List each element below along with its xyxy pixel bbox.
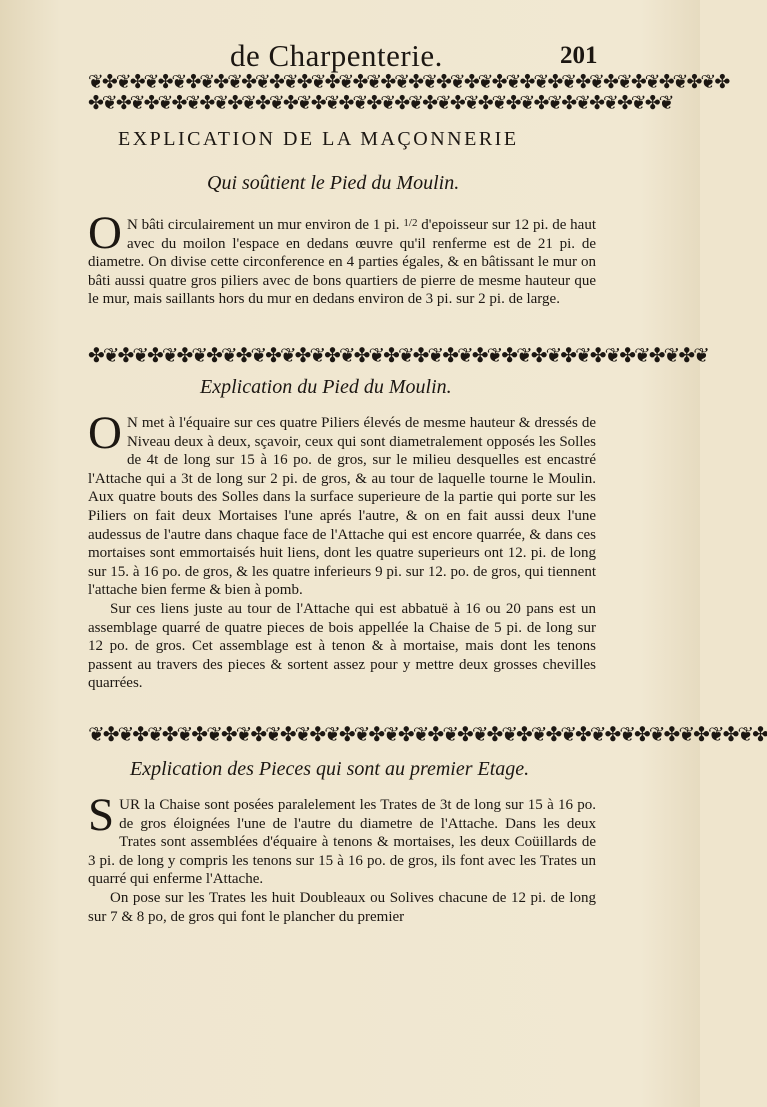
subheading-pied-du-moulin: Qui soûtient le Pied du Moulin. (207, 172, 460, 194)
drop-cap: O (88, 407, 122, 459)
text-segment: N bâti circulairement un mur environ de 1 pi. (126, 217, 404, 233)
headpiece-ornament (88, 71, 729, 120)
ornament-rule: ✤❦✤❦✤❦✤❦✤❦✤❦✤❦✤❦✤❦✤❦✤❦✤❦✤❦✤❦✤❦✤❦✤❦✤❦✤❦✤❦✤❦ (88, 343, 708, 367)
text-segment: UR la Chaise sont posées paralelement les Trates de 3t de long sur 15 à 16 po. de gros éloignées l'une de l'autre du diametre de l'Attache. Dans les deux Trates sont assemblées d'équaire à tenons & mortaises, les deux Coüillards de 3 pi. de long y compris les tenons sur 15 à 16 po. de gros, ils font avec les Trates un quarré qui enferme l'Attache. (88, 797, 596, 888)
page-number: 201 (560, 42, 598, 69)
ornament-rule: ❦✤❦✤❦✤❦✤❦✤❦✤❦✤❦✤❦✤❦✤❦✤❦✤❦✤❦✤❦✤❦✤❦✤❦✤❦✤❦✤❦✤❦✤❦✤ (88, 722, 767, 746)
paragraph-maconnerie (88, 207, 596, 309)
fraction: 1/2 (403, 217, 418, 229)
drop-cap: O (88, 207, 122, 259)
section-heading-maconnerie: EXPLICATION DE LA MAÇONNERIE (118, 128, 519, 150)
paragraph-premier-etage (88, 789, 596, 926)
ornament-row-1: ❦✤❦✤❦✤❦✤❦✤❦✤❦✤❦✤❦✤❦✤❦✤❦✤❦✤❦✤❦✤❦✤❦✤❦✤❦✤❦✤❦✤❦✤❦✤ (88, 71, 729, 93)
text-segment: d'epoisseur sur 12 pi. de haut avec du moilon l'espace en dedans œuvre qu'il renferme est de 21 pi. de diametre. On divise cette circonference en 4 parties égales, & en bâtissant le mur on bâti aussi quatre gros piliers avec de bons quartiers de pierre de mesme hauteur que le mur, mais saillants hors du mur en dedans environ de 3 pi. sur 2 pi. de large. (88, 217, 596, 308)
drop-cap: S (88, 789, 115, 841)
ornament-row-2: ✤❦✤❦✤❦✤❦✤❦✤❦✤❦✤❦✤❦✤❦✤❦✤❦✤❦✤❦✤❦✤❦✤❦✤❦✤❦✤❦✤❦ (88, 92, 673, 114)
subheading-explication-pied: Explication du Pied du Moulin. (200, 376, 452, 398)
text-segment: N met à l'équaire sur ces quatre Piliers élevés de mesme hauteur & dressés de Niveau deux à deux, sçavoir, ceux qui sont diametralement opposés les Solles de 4t de long sur 15 à 16 po. de gros, sur le milieu desquelles est encastré l'Attache qui a 3t de long sur 2 pi. de gros, & au tour de laquelle tourne le Moulin. Aux quatre bouts des Solles dans la surface superieure de la partie qui porte sur les Piliers on fait deux Mortaises l'une aprés l'autre, & on en fait aussi deux l'une audessus de l'autre dans chaque face de l'Attache qui est encore quarrée, & dans ces mortaises sont emmortaisés huit liens, dont les quatre superieurs ont 12. pi. de long sur 15. à 16 po. de gros, & les quatre inferieurs 9 pi. sur 12. po. de gros, qui tiennent l'attache bien ferme & bien à pomb. (88, 415, 596, 599)
paragraph-doubleaux: On pose sur les Trates les huit Doubleaux ou Solives chacune de 12 pi. de long sur 7 & 8 po, de gros qui font le plancher du premier (88, 889, 596, 925)
running-title: de Charpenterie. (230, 38, 443, 73)
paragraph-chaise: Sur ces liens juste au tour de l'Attache qui est abbatuë à 16 ou 20 pans est un assemblage quarré de quatre pieces de bois appellée la Chaise de 5 pi. de long sur 12 po. de gros. Cet assemblage est à tenon & à mortaise, mais dont les tenons passent au travers des pieces & sortent assez pour y mettre deux grosses chevilles quarrées. (88, 600, 596, 692)
paragraph-pied-du-moulin (88, 407, 596, 693)
subheading-premier-etage: Explication des Pieces qui sont au premier Etage. (130, 758, 530, 780)
